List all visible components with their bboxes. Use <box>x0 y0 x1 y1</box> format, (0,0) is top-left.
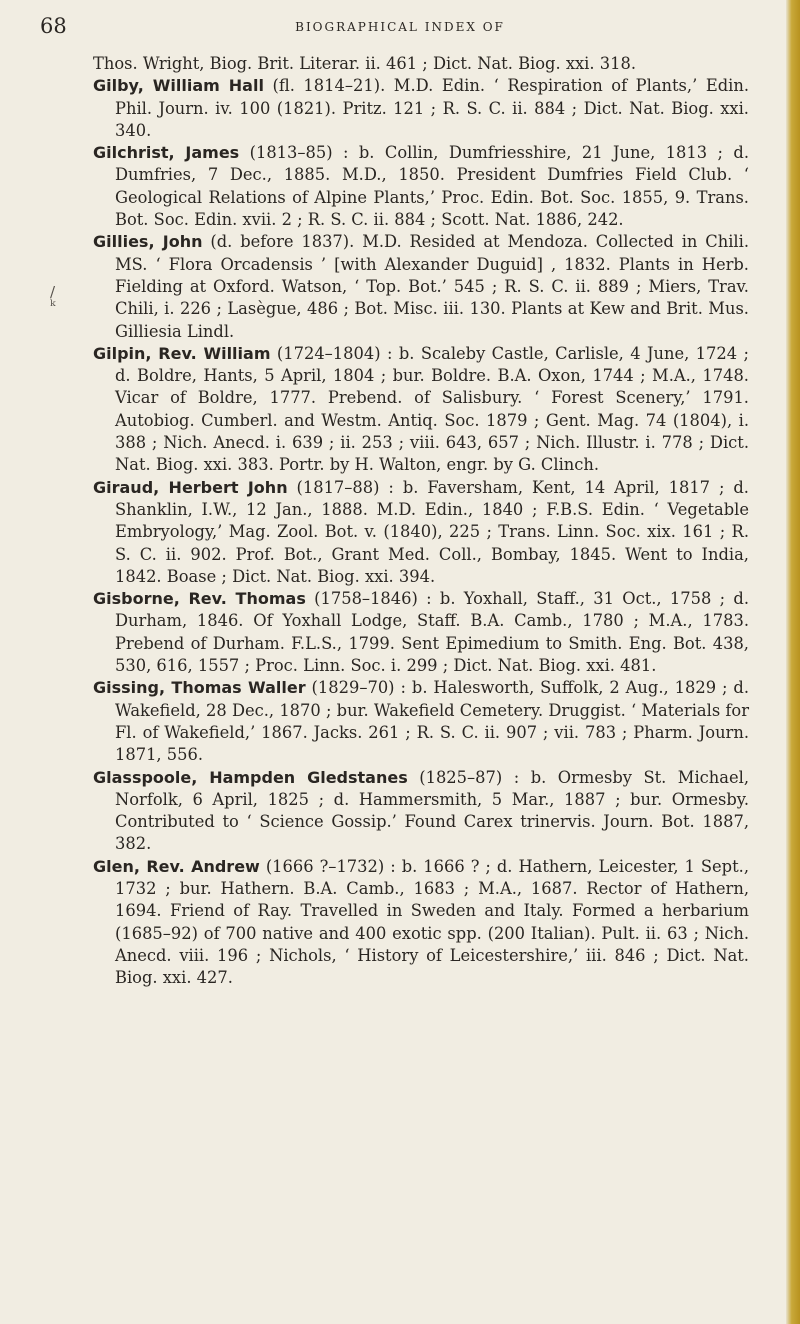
entry-name: Gisborne, Rev. Thomas <box>93 589 306 609</box>
entry-name: Gilpin, Rev. William <box>93 343 271 363</box>
entry-text: (1825–87) : b. Ormesby St. Michael, Norfolk, 6 April, 1825 ; d. Hammersmith, 5 Mar., 1887 ; bur. Ormesby. Contributed to ‘ Science Gossip.’ Found Carex trinervis. Journ. Bot. 1887, 382. <box>115 767 750 854</box>
page-header <box>40 14 760 48</box>
index-entry <box>93 856 749 990</box>
entry-name: Gissing, Thomas Waller <box>93 678 306 698</box>
entry-name: Glasspoole, Hampden Gledstanes <box>93 767 408 787</box>
page-edge <box>786 0 800 1324</box>
index-entry <box>93 588 749 677</box>
margin-mark: ᵏ <box>50 297 56 315</box>
entry-name: Gilchrist, James <box>93 143 240 163</box>
entry-text: (1813–85) : b. Collin, Dumfriesshire, 21 June, 1813 ; d. Dumfries, 7 Dec., 1885. M.D., 1850. President Dumfries Field Club. ‘ Geological Relations of Alpine Plants,’ Proc. Edin. Bot. Soc. 1855, 9. Trans. Bot. Soc. Edin. xvii. 2 ; R. S. C. ii. 884 ; Scott. Nat. 1886, 242. <box>115 143 750 230</box>
entry-text: (d. before 1837). M.D. Resided at Mendoza. Collected in Chili. MS. ‘ Flora Orcadensis ’ [with Alexander Duguid] , 1832. Plants in Herb. Fielding at Oxford. Watson, ‘ Top. Bot.’ 545 ; R. S. C. ii. 889 ; Miers, Trav. Chili, i. 226 ; Lasègue, 486 ; Bot. Misc. iii. 130. Plants at Kew and Brit. Mus. Gilliesia Lindl. <box>115 232 749 341</box>
index-entry <box>93 75 749 142</box>
index-entry <box>93 767 749 856</box>
index-entry <box>93 343 749 477</box>
entry-text: (1829–70) : b. Halesworth, Suffolk, 2 Aug., 1829 ; d. Wakefield, 28 Dec., 1870 ; bur. Wakefield Cemetery. Druggist. ‘ Materials for Fl. of Wakefield,’ 1867. Jacks. 261 ; R. S. C. ii. 907 ; vii. 783 ; Pharm. Journ. 1871, 556. <box>115 678 749 765</box>
page-number: 68 <box>40 14 67 38</box>
entry-text: (1666 ?–1732) : b. 1666 ? ; d. Hathern, Leicester, 1 Sept., 1732 ; bur. Hathern. B.A. Camb., 1683 ; M.A., 1687. Rector of Hathern, 1694. Friend of Ray. Travelled in Sweden and Italy. Formed a herbarium (1685–92) of 700 native and 400 exotic spp. (200 Italian). Pult. ii. 63 ; Nich. Anecd. viii. 196 ; Nichols, ‘ History of Leicestershire,’ iii. 846 ; Dict. Nat. Biog. xxi. 427. <box>115 856 749 988</box>
entry-name: Glen, Rev. Andrew <box>93 856 260 876</box>
index-entry <box>93 677 749 766</box>
running-head: BIOGRAPHICAL INDEX OF <box>295 20 505 34</box>
entry-name: Gilby, William Hall <box>93 76 264 96</box>
index-entry <box>93 477 749 588</box>
index-entry <box>93 53 749 75</box>
entry-text: (1817–88) : b. Faversham, Kent, 14 April, 1817 ; d. Shanklin, I.W., 12 Jan., 1888. M.D. Edin., 1840 ; F.B.S. Edin. ‘ Vegetable Embryology,’ Mag. Zool. Bot. v. (1840), 225 ; Trans. Linn. Soc. xix. 161 ; R. S. C. ii. 902. Prof. Bot., Grant Med. Coll., Bombay, 1845. Went to India, 1842. Boase ; Dict. Nat. Biog. xxi. 394. <box>115 477 749 586</box>
margin-mark: / <box>50 283 56 301</box>
index-entries <box>93 53 749 989</box>
index-entry <box>93 231 749 342</box>
index-entry <box>93 142 749 231</box>
entry-text: (fl. 1814–21). M.D. Edin. ‘ Respiration of Plants,’ Edin. Phil. Journ. iv. 100 (1821). Pritz. 121 ; R. S. C. ii. 884 ; Dict. Nat. Biog. xxi. 340. <box>115 76 749 140</box>
entry-name: Gillies, John <box>93 232 203 252</box>
entry-text: (1758–1846) : b. Yoxhall, Staff., 31 Oct., 1758 ; d. Durham, 1846. Of Yoxhall Lodge, Staff. B.A. Camb., 1780 ; M.A., 1783. Prebend of Durham. F.L.S., 1799. Sent Epimedium to Smith. Eng. Bot. 438, 530, 616, 1557 ; Proc. Linn. Soc. i. 299 ; Dict. Nat. Biog. xxi. 481. <box>115 589 749 676</box>
entry-text: Thos. Wright, Biog. Brit. Literar. ii. 461 ; Dict. Nat. Biog. xxi. 318. <box>93 54 636 73</box>
entry-name: Giraud, Herbert John <box>93 477 288 497</box>
entry-text: (1724–1804) : b. Scaleby Castle, Carlisle, 4 June, 1724 ; d. Boldre, Hants, 5 April, 1804 ; bur. Boldre. B.A. Oxon, 1744 ; M.A., 1748. Vicar of Boldre, 1777. Prebend. of Salisbury. ‘ Forest Scenery,’ 1791. Autobiog. Cumberl. and Westm. Antiq. Soc. 1879 ; Gent. Mag. 74 (1804), i. 388 ; Nich. Anecd. i. 639 ; ii. 253 ; viii. 643, 657 ; Nich. Illustr. i. 778 ; Dict. Nat. Biog. xxi. 383. Portr. by H. Walton, engr. by G. Clinch. <box>115 343 749 475</box>
